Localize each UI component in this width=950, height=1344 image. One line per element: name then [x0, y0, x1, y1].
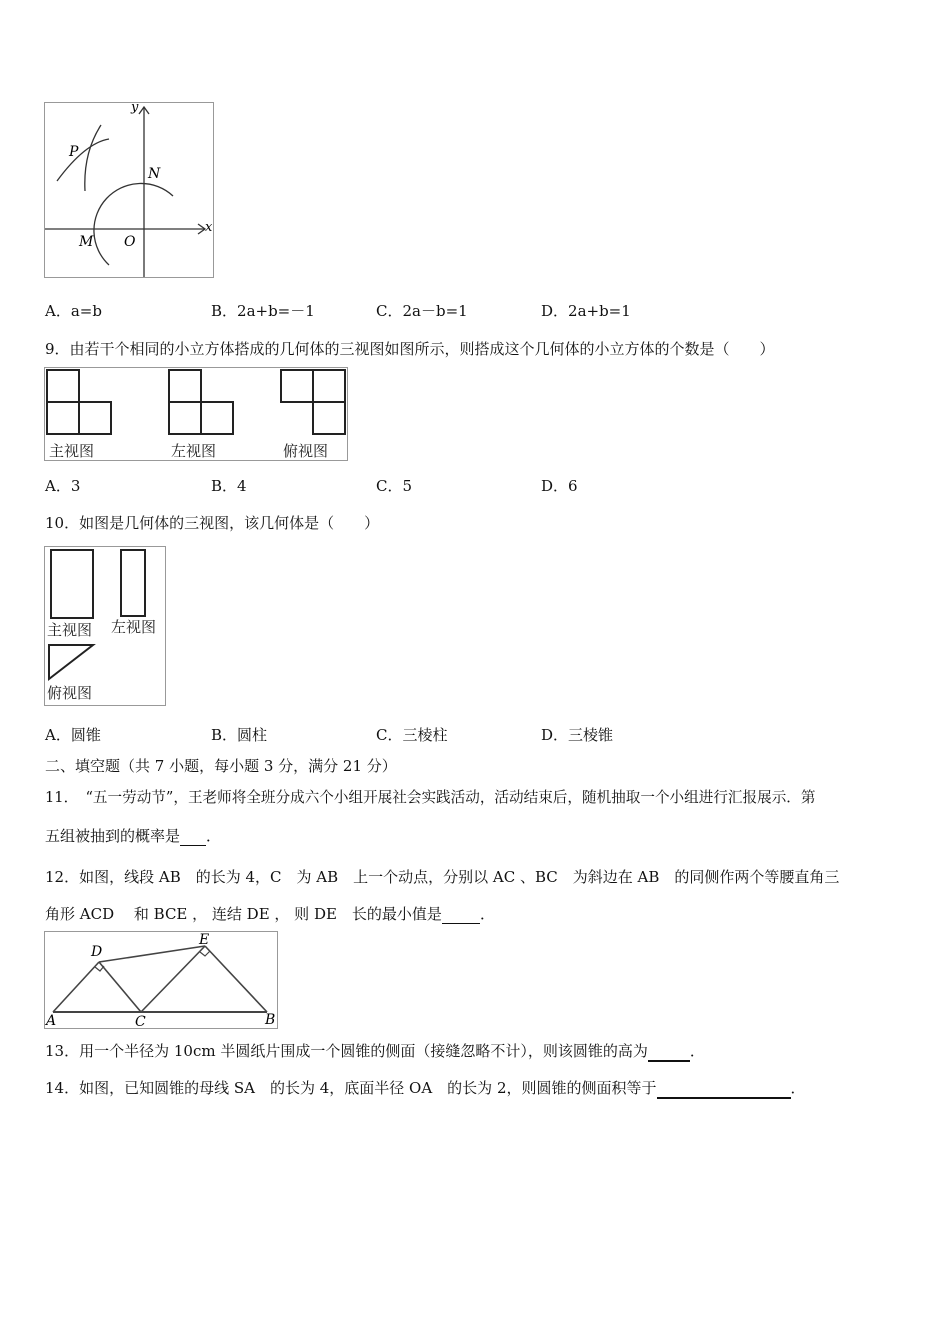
q9-three-views-figure [44, 367, 348, 461]
q9-front-view [47, 370, 111, 434]
point-b-label: B [265, 1012, 276, 1028]
q9-top-view-label: 俯视图 [283, 442, 329, 460]
q12-line-2 [45, 903, 495, 924]
q10-figure-svg [45, 547, 165, 705]
o-label: O [124, 234, 136, 250]
segment-ce [141, 946, 205, 1012]
arc-p-1 [57, 139, 109, 181]
q12-line-2-prefix: 角形 ACD 和 BCE ， 连结 DE ， 则 DE 长的最小值是 [45, 905, 442, 923]
q13-text [45, 1040, 705, 1062]
q8-option-a[interactable]: A．a=b [45, 302, 102, 320]
q10-left-view-label: 左视图 [111, 618, 157, 636]
arc-around-origin [94, 183, 173, 265]
n-label: N [148, 166, 161, 182]
x-label: x [205, 220, 213, 235]
q10-top-view [49, 645, 93, 679]
q11-line-2 [45, 825, 221, 846]
q12-line-1: 12．如图，线段 AB 的长为 4，C 为 AB 上一个动点，分别以 AC 、BC 为斜边在 AB 的同侧作两个等腰直角三 [45, 868, 840, 886]
q9-option-d[interactable]: D．6 [541, 477, 578, 495]
point-d-label: D [91, 944, 103, 960]
q9-front-view-label: 主视图 [49, 442, 95, 460]
q9-figure-svg [45, 368, 347, 460]
q10-question-text: 10．如图是几何体的三视图，该几何体是（ ） [45, 514, 380, 532]
segment-ad [53, 962, 99, 1012]
q10-top-view-label: 俯视图 [47, 684, 93, 702]
arc-p-2 [85, 125, 101, 191]
q14-text [45, 1077, 806, 1099]
q10-left-view [121, 550, 145, 616]
q8-figure-svg [45, 103, 213, 277]
q14-answer-blank[interactable] [657, 1079, 791, 1099]
m-label: M [79, 234, 94, 250]
q9-left-view-label: 左视图 [171, 442, 217, 460]
point-e-label: E [199, 932, 210, 948]
q10-three-views-figure [44, 546, 166, 706]
segment-eb [205, 946, 267, 1012]
q13-prefix: 13．用一个半径为 10cm 半圆纸片围成一个圆锥的侧面（接缝忽略不计），则该圆锥的高为 [45, 1042, 648, 1060]
q11-line-2-prefix: 五组被抽到的概率是 [45, 827, 181, 845]
q11-line-1: 11． “五一劳动节”，王老师将全班分成六个小组开展社会实践活动，活动结束后，随机抽取一个小组进行汇报展示．第 [45, 789, 816, 806]
q10-front-view [51, 550, 93, 618]
q12-answer-blank[interactable] [442, 905, 480, 924]
right-angle-mark-e [200, 951, 210, 956]
segment-dc [99, 962, 141, 1012]
q12-triangles-figure [44, 931, 278, 1029]
right-angle-mark-d [95, 966, 104, 971]
q14-suffix: ． [790, 1079, 806, 1097]
q12-line-2-suffix: ． [479, 905, 495, 923]
q10-option-c[interactable]: C．三棱柱 [376, 726, 448, 744]
q9-top-view [281, 370, 345, 434]
point-c-label: C [135, 1014, 146, 1028]
p-label: P [69, 144, 79, 160]
q10-option-b[interactable]: B．圆柱 [211, 726, 268, 744]
q10-front-view-label: 主视图 [47, 621, 93, 639]
q14-prefix: 14．如图，已知圆锥的母线 SA 的长为 4，底面半径 OA 的长为 2，则圆锥的侧面积等于 [45, 1079, 657, 1097]
q11-answer-blank[interactable] [180, 827, 206, 846]
q8-coordinate-figure [44, 102, 214, 278]
q9-option-c[interactable]: C．5 [376, 477, 413, 495]
q8-option-b[interactable]: B．2a+b=－1 [211, 302, 315, 320]
q9-option-a[interactable]: A．3 [45, 477, 81, 495]
q8-option-c[interactable]: C．2a－b=1 [376, 302, 468, 320]
segment-de [99, 946, 205, 962]
y-label: y [131, 103, 139, 115]
section-fill-in-heading: 二、填空题（共 7 小题，每小题 3 分，满分 21 分） [45, 757, 397, 775]
q13-suffix: ． [689, 1042, 705, 1060]
q9-question-text: 9．由若干个相同的小立方体搭成的几何体的三视图如图所示，则搭成这个几何体的小立方体的个数是（ ） [45, 340, 775, 358]
q13-answer-blank[interactable] [648, 1042, 690, 1062]
q12-figure-svg [45, 932, 277, 1028]
q10-option-a[interactable]: A．圆锥 [45, 726, 101, 744]
q10-option-d[interactable]: D．三棱锥 [541, 726, 614, 744]
point-a-label: A [46, 1013, 57, 1028]
q9-option-b[interactable]: B．4 [211, 477, 247, 495]
q9-left-view [169, 370, 233, 434]
q11-line-2-suffix: ． [206, 827, 222, 845]
q8-option-d[interactable]: D．2a+b=1 [541, 302, 631, 320]
